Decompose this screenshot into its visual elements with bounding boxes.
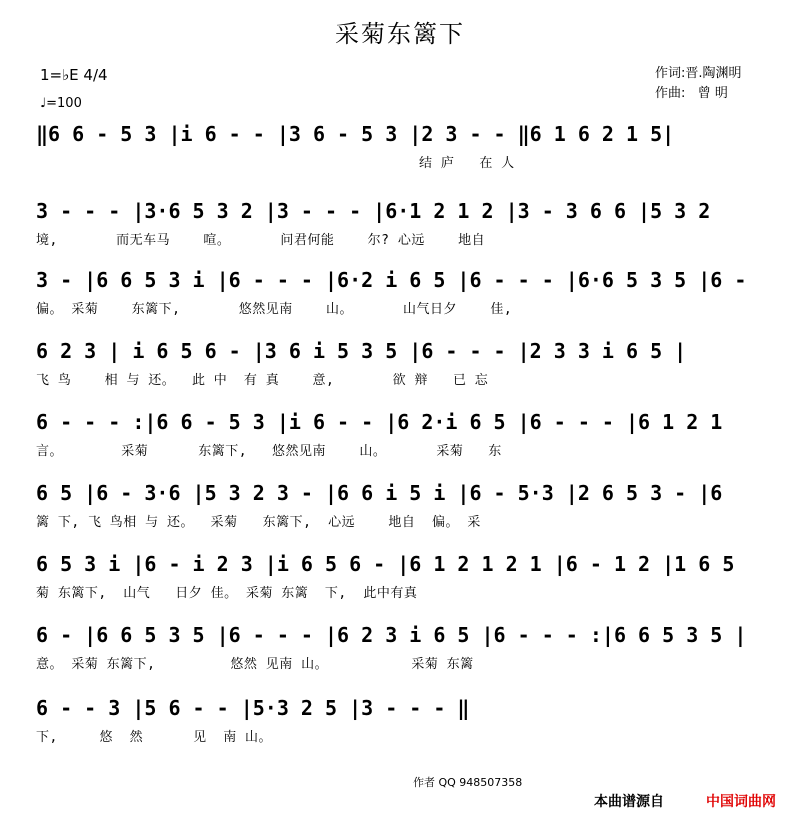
score-row	[30, 199, 780, 259]
site-name[interactable]: 中国词曲网	[706, 794, 776, 810]
notation-line: 6 5 3 i |6 - i 2 3 |i 6 5 6 - |6 1 2 1 2 1 |6 - 1 2 |1 6 5	[36, 552, 735, 576]
lyrics-line: 境, 而无车马 喧。 问君何能 尔? 心远 地自	[36, 233, 486, 248]
score-row	[30, 696, 780, 756]
notation-line: 6 - - 3 |5 6 - - |5·3 2 5 |3 - - - ‖	[36, 696, 470, 720]
source-label: 本曲谱源自	[594, 794, 664, 810]
notation-line: 6 5 |6 - 3·6 |5 3 2 3 - |6 6 i 5 i |6 - 5·3 |2 6 5 3 - |6	[36, 481, 723, 505]
lyrics-line: 下, 悠 然 见 南 山。	[36, 730, 273, 745]
lyricist-credit: 作词:晋.陶渊明	[655, 66, 742, 81]
page-title: 采菊东篱下	[335, 20, 465, 48]
composer-credit: 作曲: 曾 明	[655, 86, 728, 101]
notation-line: 3 - - - |3·6 5 3 2 |3 - - - |6·1 2 1 2 |3 - 3 6 6 |5 3 2	[36, 199, 711, 223]
notation-line: 3 - |6 6 5 3 i |6 - - - |6·2 i 6 5 |6 - - - |6·6 5 3 5 |6 -	[36, 268, 747, 292]
credits	[655, 64, 742, 104]
notation-line: 6 - |6 6 5 3 5 |6 - - - |6 2 3 i 6 5 |6 - - - :|6 6 5 3 5 |	[36, 623, 747, 647]
notation-line: 6 2 3 | i 6 5 6 - |3 6 i 5 3 5 |6 - - - |2 3 3 i 6 5 |	[36, 339, 687, 363]
author-contact: 作者 QQ 948507358	[413, 776, 523, 789]
lyrics-line: 菊 东篱下, 山气 日夕 佳。 采菊 东篱 下, 此中有真	[36, 586, 418, 601]
lyrics-line: 言。 采菊 东篱下, 悠然见南 山。 采菊 东	[36, 444, 502, 459]
score-row	[30, 122, 780, 182]
lyrics-line: 篱 下, 飞 鸟相 与 还。 采菊 东篱下, 心远 地自 偏。 采	[36, 515, 481, 530]
score-row	[30, 268, 780, 328]
score-row	[30, 481, 780, 541]
key-signature: 1=♭E 4/4	[40, 66, 108, 84]
lyrics-line: 结 庐 在 人	[36, 156, 515, 171]
notation-line: 6 - - - :|6 6 - 5 3 |i 6 - - |6 2·i 6 5 |6 - - - |6 1 2 1	[36, 410, 723, 434]
tempo-marking: ♩=100	[40, 96, 82, 111]
score-row	[30, 552, 780, 612]
score-row	[30, 339, 780, 399]
score-row	[30, 410, 780, 470]
lyrics-line: 意。 采菊 东篱下, 悠然 见南 山。 采菊 东篱	[36, 657, 474, 672]
lyrics-line: 飞 鸟 相 与 还。 此 中 有 真 意, 欲 辩 已 忘	[36, 373, 489, 388]
notation-line: ‖6 6 - 5 3 |i 6 - - |3 6 - 5 3 |2 3 - - ‖6 1 6 2 1 5|	[36, 122, 675, 146]
score-row	[30, 623, 780, 683]
lyrics-line: 偏。 采菊 东篱下, 悠然见南 山。 山气日夕 佳,	[36, 302, 513, 317]
